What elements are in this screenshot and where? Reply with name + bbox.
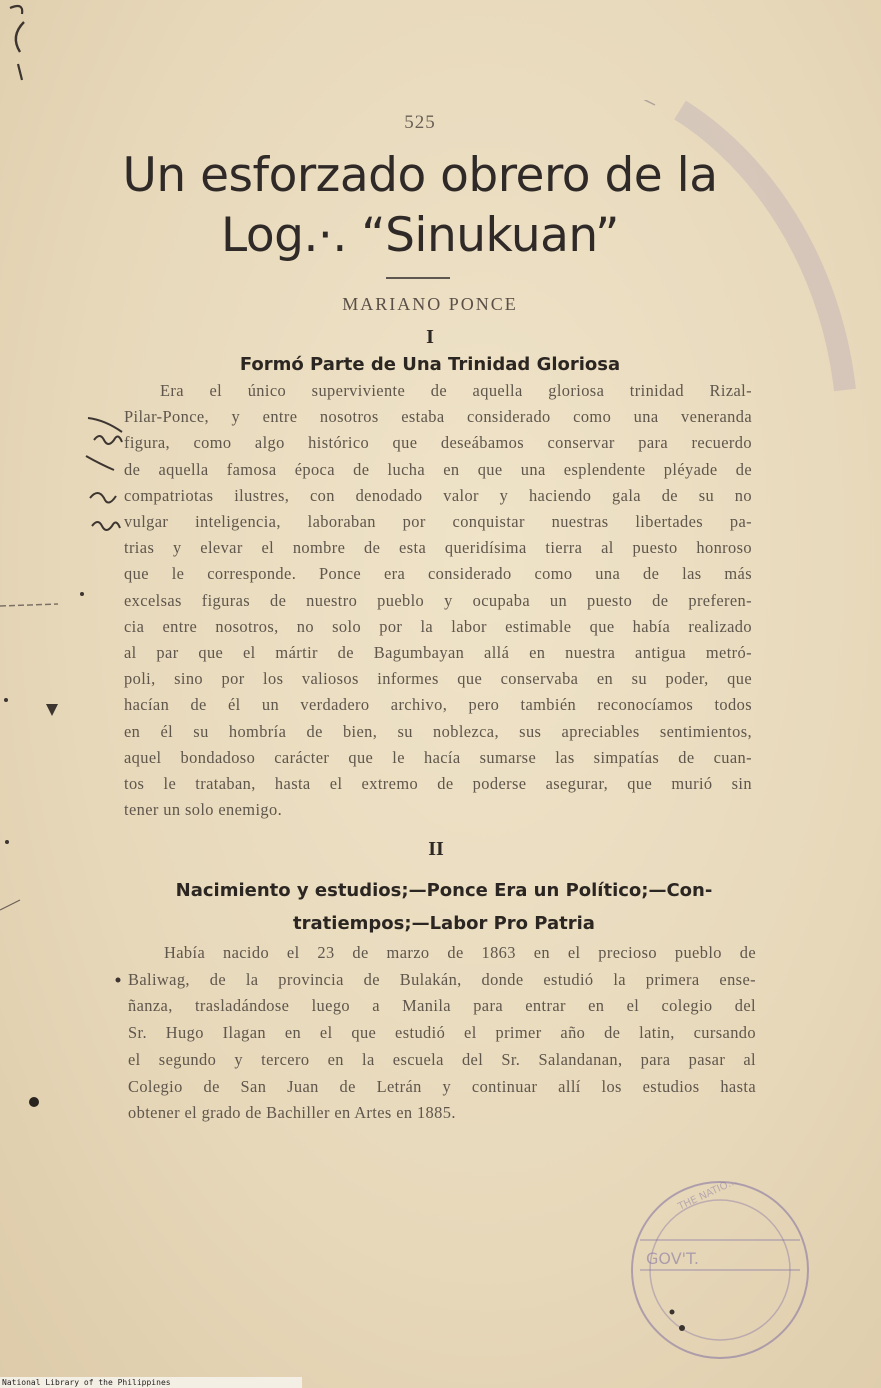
- section-2-paragraph: [128, 940, 756, 1127]
- svg-text:GOV'T.: GOV'T.: [646, 1249, 700, 1268]
- section-2-heading-line-1: Nacimiento y estudios;—Ponce Era un Político;—Con-: [175, 880, 713, 901]
- text-line: figura, como algo histórico que deseábamos conservar para recuerdo: [124, 433, 752, 453]
- government-stamp-bottom: [620, 1170, 820, 1370]
- text-line: ñanza, trasladándose luego a Manila para entrar en el colegio del: [128, 996, 756, 1016]
- text-line: hacían de él un verdadero archivo, pero también reconocíamos todos: [124, 695, 752, 715]
- title-divider: [386, 277, 450, 279]
- footer-credit: National Library of the Philippines: [0, 1377, 302, 1388]
- text-line: Baliwag, de la provincia de Bulakán, donde estudió la primera ense-: [128, 969, 756, 989]
- text-line: excelsas figuras de nuestro pueblo y ocupaba un puesto de preferen-: [124, 590, 752, 610]
- text-line: Colegio de San Juan de Letrán y continuar allí los estudios hasta: [128, 1076, 756, 1096]
- text-line: Pilar-Ponce, y entre nosotros estaba considerado como una veneranda: [124, 407, 752, 427]
- text-line: Sr. Hugo Ilagan en el que estudió el primer año de latin, cursando: [128, 1023, 756, 1043]
- text-line: compatriotas ilustres, con denodado valor y haciendo gala de su no: [124, 485, 752, 505]
- text-line: cia entre nosotros, no solo por la labor estimable que había realizado: [124, 616, 752, 636]
- section-2-heading: [124, 874, 764, 940]
- text-line: que le corresponde. Ponce era considerado como una de las más: [124, 564, 752, 584]
- text-line: obtener el grado de Bachiller en Artes en 1885.: [128, 1103, 456, 1123]
- text-line: en él su hombría de bien, su noblezca, sus apreciables sentimientos,: [124, 721, 752, 741]
- text-line: de aquella famosa época de lucha en que una esplendente pléyade de: [124, 459, 752, 479]
- text-line: el segundo y tercero en la escuela del Sr. Salandanan, para pasar al: [128, 1049, 756, 1069]
- article-title-line-2: Log.·. “Sinukuan”: [221, 208, 619, 263]
- section-1-heading: Formó Parte de Una Trinidad Gloriosa: [239, 354, 621, 375]
- author-name: MARIANO PONCE: [342, 294, 518, 314]
- text-line: Era el único superviviente de aquella gloriosa trinidad Rizal-: [160, 381, 752, 400]
- collection-stamp-top: [640, 100, 860, 400]
- svg-text:THE NATIO…: THE NATIO…: [676, 1175, 739, 1213]
- section-2-numeral: II: [428, 838, 444, 860]
- section-1-paragraph: [124, 378, 752, 823]
- text-line: vulgar inteligencia, laboraban por conquistar nuestras libertades pa-: [124, 512, 752, 532]
- text-line: poli, sino por los valiosos informes que conservaba en su poder, que: [124, 669, 752, 689]
- section-2-heading-line-2: tratiempos;—Labor Pro Patria: [293, 913, 595, 934]
- margin-annotations: [0, 0, 130, 1388]
- text-line: tos le trataban, hasta el extremo de poderse asegurar, que murió sin: [124, 774, 752, 794]
- text-line: trias y elevar el nombre de esta queridísima tierra al puesto honroso: [124, 538, 752, 558]
- text-line: tener un solo enemigo.: [124, 800, 283, 820]
- text-line: Había nacido el 23 de marzo de 1863 en el precioso pueblo de: [164, 943, 756, 962]
- page-number: 525: [404, 112, 436, 133]
- text-line: aquel bondadoso carácter que le hacía sumarse las simpatías de cuan-: [124, 747, 752, 767]
- article-title-line-1: Un esforzado obrero de la: [122, 148, 718, 203]
- section-1-numeral: I: [426, 326, 434, 348]
- text-line: al par que el mártir de Bagumbayan allá en nuestra antigua metró-: [124, 643, 752, 663]
